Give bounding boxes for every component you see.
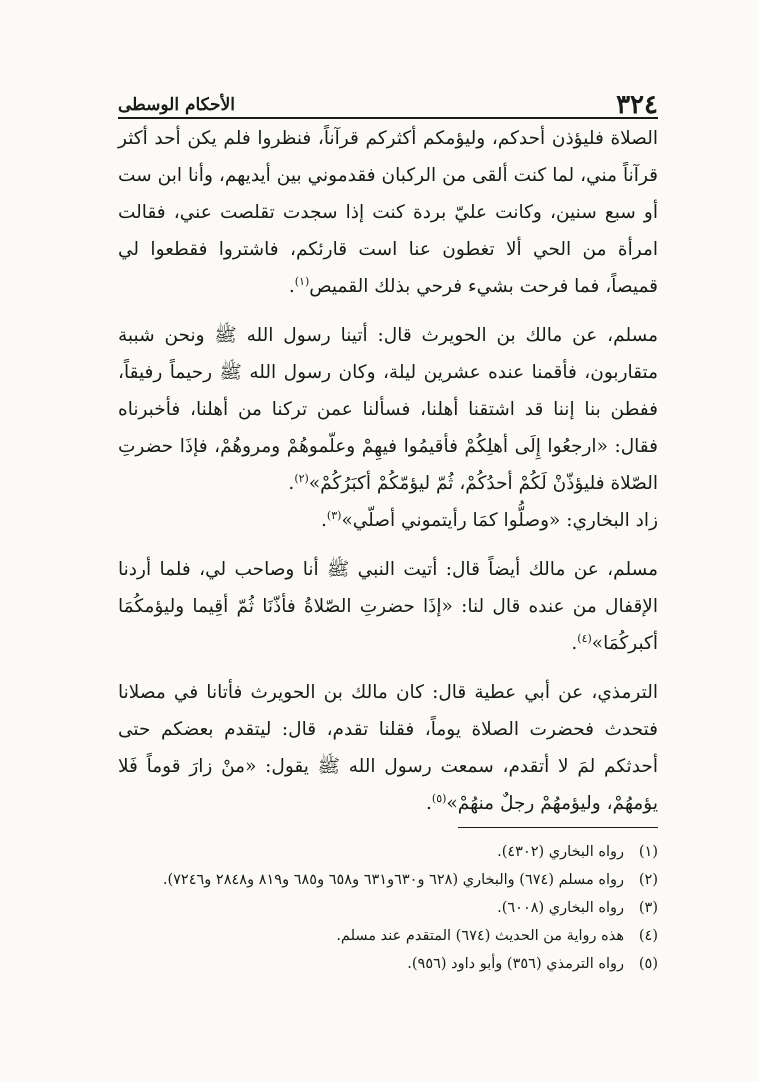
footnotes xyxy=(118,838,658,978)
footnote-5 xyxy=(118,950,658,978)
paragraph-5-end: . xyxy=(426,793,432,814)
paragraph-1-text: الصلاة فليؤذن أحدكم، وليؤمكم أكثركم قرآناً، فنظروا فلم يكن أحد أكثر قرآناً مني، لما كنت ألقى من الركبان فقدموني بين أيديهم، وأنا ابن ست أو سبع سنين، وكانت عليّ بردة كنت إذا سجدت تقلصت عني، فقالت امرأة من الحي ألا تغطون عنا است قارئكم، فاشتروا فقطعوا لي قميصاً، فما فرحت بشيء فرحي بذلك القميص xyxy=(118,128,658,297)
footnote-3 xyxy=(118,894,658,922)
paragraph-4 xyxy=(118,551,658,662)
paragraph-4-text: مسلم، عن مالك أيضاً قال: أتيت النبي ﷺ أنا وصاحب لي، فلما أردنا الإقفال من عنده قال لنا: «إذَا حضرتِ الصّلاةُ فأذّنَا ثُمّ أقِيما وليؤمكُمَا أكبركُمَا» xyxy=(118,559,658,654)
footnote-number: (٢) xyxy=(638,872,658,888)
paragraph-3-end: . xyxy=(321,510,327,531)
footnote-text: رواه البخاري (٤٣٠٢). xyxy=(497,844,624,860)
paragraph-1 xyxy=(118,120,658,305)
paragraph-4-end: . xyxy=(571,633,578,654)
footnote-4 xyxy=(118,922,658,950)
paragraph-5 xyxy=(118,674,658,822)
footnote-number: (٤) xyxy=(638,928,658,944)
footnote-number: (٥) xyxy=(638,956,658,972)
footnote-text: رواه الترمذي (٣٥٦) وأبو داود (٩٥٦). xyxy=(407,956,624,972)
footnote-text: رواه مسلم (٦٧٤) والبخاري (٦٢٨ و٦٣٠و٦٣١ و٦٥٨ و٦٨٥ و٨١٩ و٢٨٤٨ و٧٢٤٦). xyxy=(162,872,624,888)
footnote-text: رواه البخاري (٦٠٠٨). xyxy=(497,900,624,916)
footnote-number: (٣) xyxy=(638,900,658,916)
footnote-ref-2: (٢) xyxy=(294,471,309,485)
footnote-1 xyxy=(118,838,658,866)
running-head xyxy=(118,78,658,118)
footnote-text: هذه رواية من الحديث (٦٧٤) المتقدم عند مسلم. xyxy=(336,928,624,944)
paragraph-1-end: . xyxy=(288,276,295,297)
paragraph-2-text: مسلم، عن مالك بن الحويرث قال: أتينا رسول الله ﷺ ونحن شببة متقاربون، فأقمنا عنده عشرين ليلة، وكان رسول الله ﷺ رحيماً رفيقاً، ففطن بنا إننا قد اشتقنا أهلنا، فسألنا عمن تركنا من أهلنا، فأخبرناه فقال: «ارجعُوا إِلَى أهلِكُمْ فأقيمُوا فيهِمْ وعلّموهُمْ ومروهُمْ، فإذَا حضرتِ الصّلاة فليؤذّنْ لَكُمْ أحدُكُمْ، ثُمّ ليؤمّكُمْ أكبَرُكُمْ» xyxy=(118,325,658,494)
footnote-rule xyxy=(458,827,658,828)
footnote-ref-3: (٣) xyxy=(326,508,342,522)
footnote-ref-5: (٥) xyxy=(431,791,447,805)
paragraph-5-text: الترمذي، عن أبي عطية قال: كان مالك بن الحويرث فأتانا في مصلانا فتحدث فحضرت الصلاة يوماً، فقلنا تقدم، قال: ليتقدم بعضكم حتى أحدثكم لمَ لا أتقدم، سمعت رسول الله ﷺ يقول: «منْ زارَ قوماً فَلا يؤمهُمْ، وليؤمهُمْ رجلٌ منهُمْ» xyxy=(118,682,658,814)
main-text xyxy=(118,120,658,822)
footnote-2 xyxy=(118,866,658,894)
footnote-ref-1: (١) xyxy=(294,274,310,288)
paragraph-3-text: زاد البخاري: «وصلُّوا كمَا رأيتموني أصلّي» xyxy=(341,510,658,531)
footnote-number: (١) xyxy=(638,844,658,860)
book-title: الأحكام الوسطى xyxy=(118,95,235,115)
page-number: ٣٢٤ xyxy=(616,90,658,120)
footnote-ref-4: (٤) xyxy=(577,631,592,645)
paragraph-3 xyxy=(118,502,658,539)
paragraph-2 xyxy=(118,317,658,502)
paragraph-2-end: . xyxy=(288,473,295,494)
header-rule xyxy=(118,117,658,119)
